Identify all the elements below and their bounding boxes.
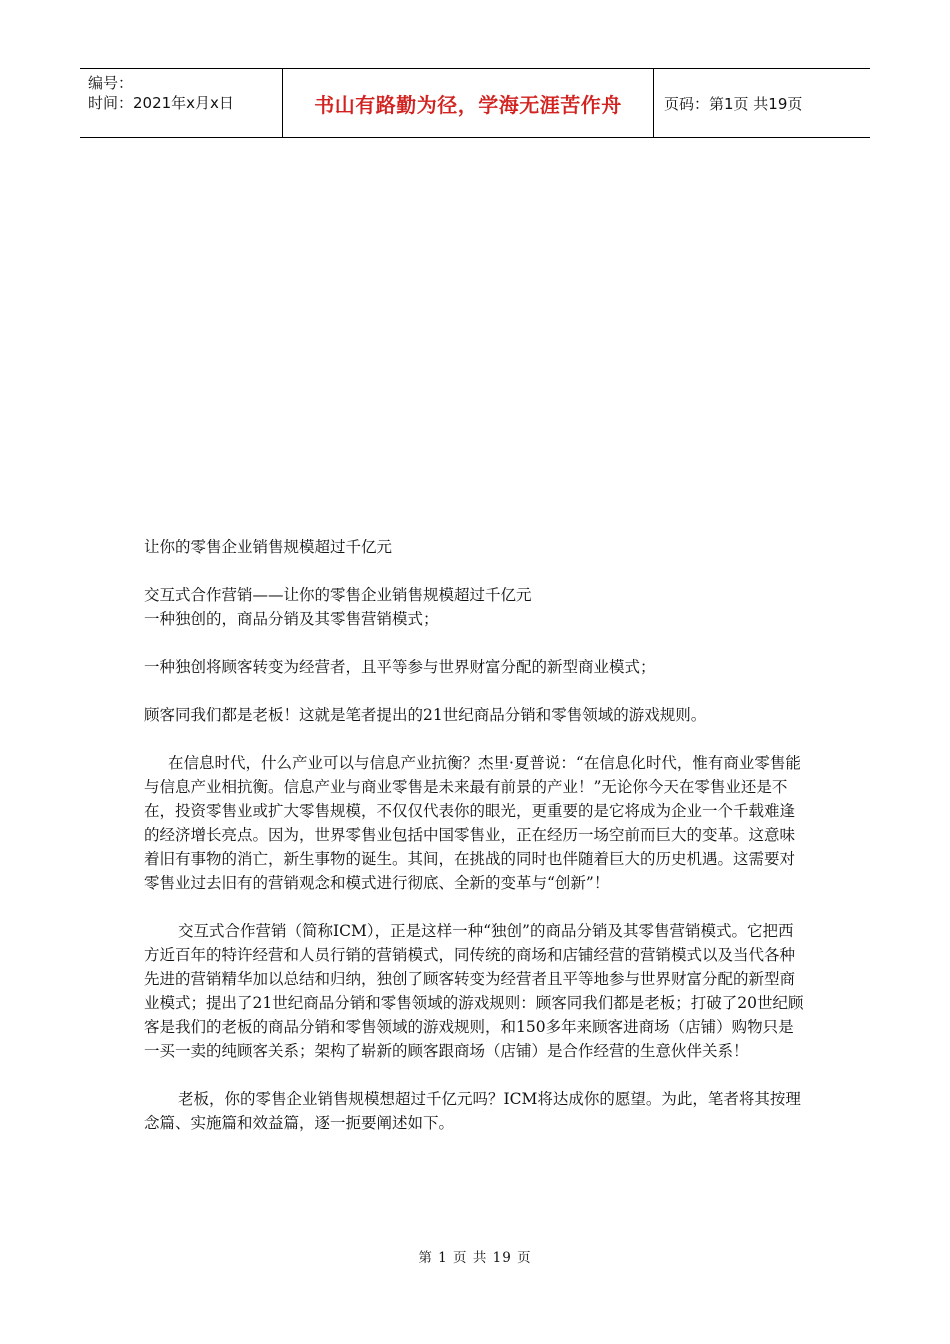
doc-line-1: 一种独创的，商品分销及其零售营销模式； [144,610,439,628]
header-motto: 书山有路勤为径，学海无涯苦作舟 [282,69,654,137]
paragraph-3: 老板，你的零售企业销售规模想超过千亿元吗？ICM将达成你的愿望。为此，笔者将其按理念篇、实施篇和效益篇，逐一扼要阐述如下。 [144,1090,801,1132]
doc-subtitle: 交互式合作营销——让你的零售企业销售规模超过千亿元 [144,586,532,604]
doc-line-3: 顾客同我们都是老板！这就是笔者提出的21世纪商品分销和零售领域的游戏规则。 [144,706,707,724]
document-body [144,535,808,1135]
header-page-info: 页码：第1页 共19页 [664,94,803,113]
doc-title: 让你的零售企业销售规模超过千亿元 [144,538,393,556]
paragraph-2: 交互式合作营销（简称ICM），正是这样一种“独创”的商品分销及其零售营销模式。它把西方近百年的特许经营和人员行销的营销模式，同传统的商场和店铺经营的营销模式以及当代各种先进的营销精华加以总结和归纳，独创了顾客转变为经营者且平等地参与世界财富分配的新型商业模式；提出了21世纪商品分销和零售领域的游戏规则：顾客同我们都是老板；打破了20世纪顾客是我们的老板的商品分销和零售领域的游戏规则，和150多年来顾客进商场（店铺）购物只是一买一卖的纯顾客关系；架构了崭新的顾客跟商场（店铺）是合作经营的生意伙伴关系！ [144,922,804,1060]
page-footer: 第 1 页 共 19 页 [418,1250,532,1266]
number-label: 编号： [88,74,134,92]
header-table [80,68,870,138]
paragraph-1: 在信息时代，什么产业可以与信息产业抗衡？杰里·夏普说：“在信息化时代，惟有商业零售能与信息产业相抗衡。信息产业与商业零售是未来最有前景的产业！”无论你今天在零售业还是不在，投资零售业或扩大零售规模，不仅仅代表你的眼光，更重要的是它将成为企业一个千载难逢的经济增长亮点。因为，世界零售业包括中国零售业，正在经历一场空前而巨大的变革。这意味着旧有事物的消亡，新生事物的诞生。其间，在挑战的同时也伴随着巨大的历史机遇。这需要对零售业过去旧有的营销观念和模式进行彻底、全新的变革与“创新”！ [144,754,801,892]
header-meta [80,69,282,137]
time-label: 时间：2021年x月x日 [88,94,234,112]
doc-line-2: 一种独创将顾客转变为经营者，且平等参与世界财富分配的新型商业模式； [144,658,656,676]
